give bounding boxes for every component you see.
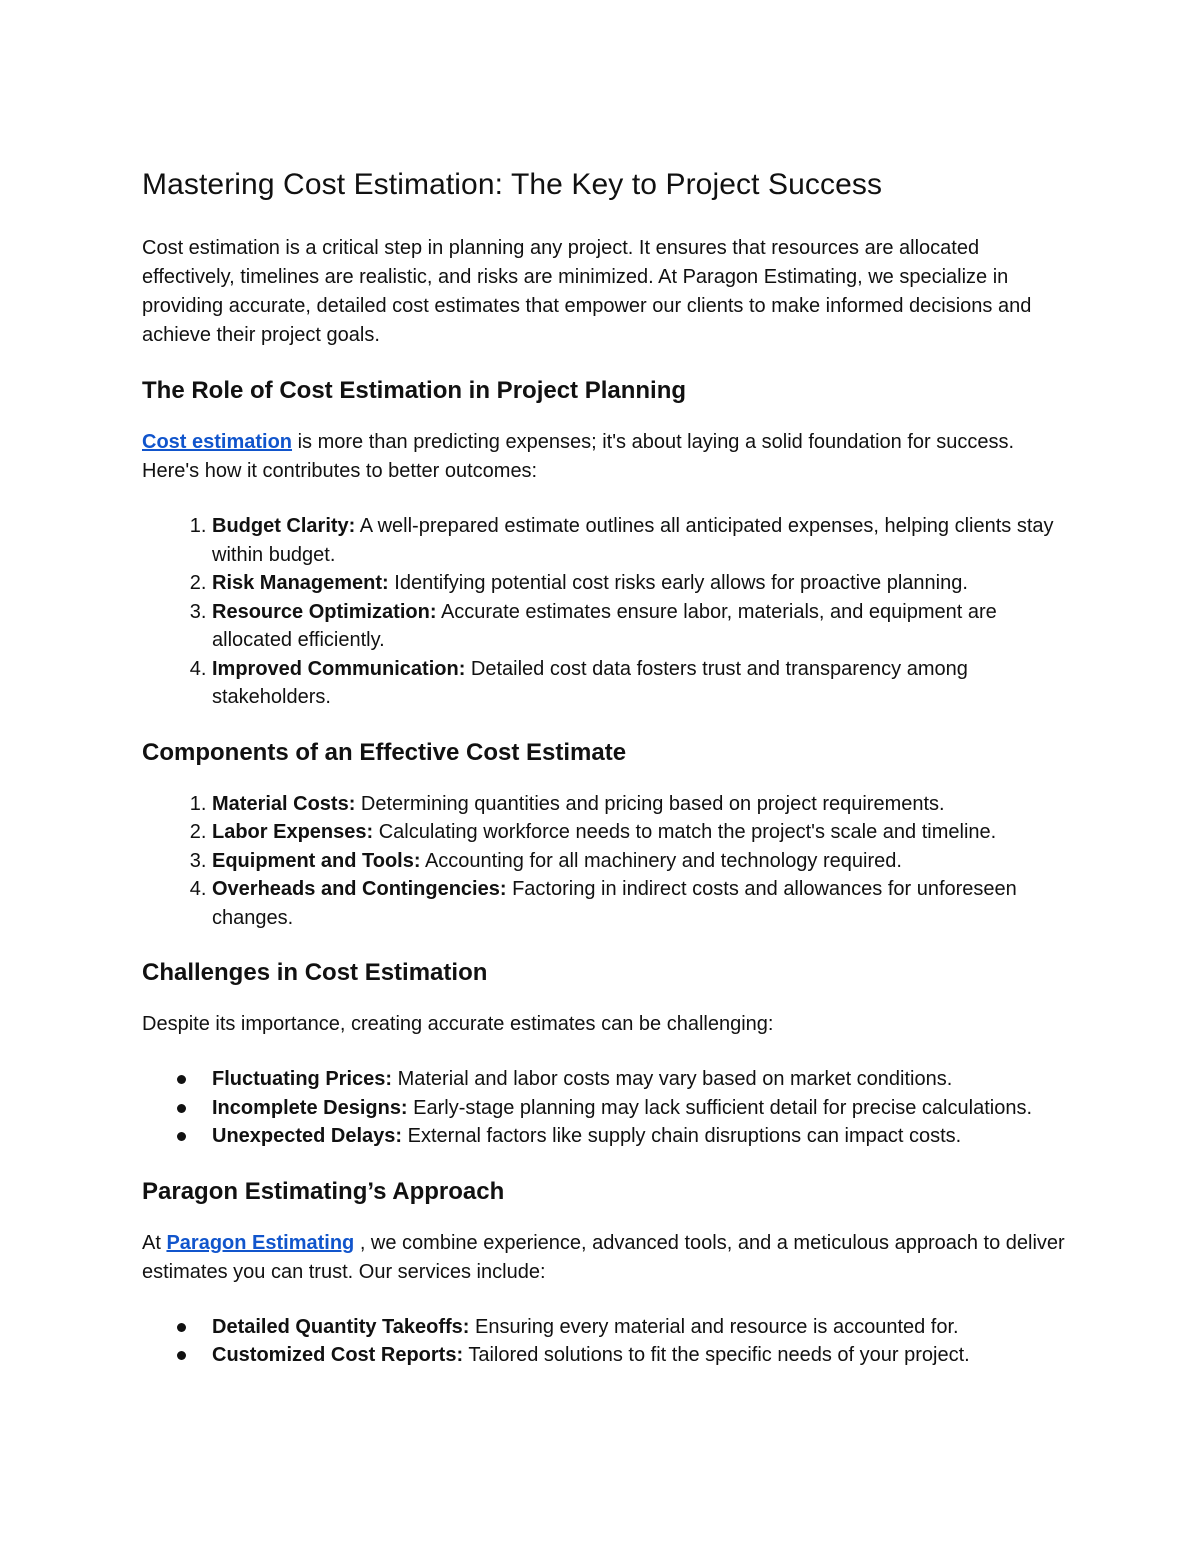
list-item: [212, 790, 1067, 819]
list-item: [212, 1122, 1067, 1151]
list-item-term: Incomplete Designs:: [212, 1096, 408, 1119]
list-item: [212, 569, 1067, 598]
list-item: [212, 818, 1067, 847]
list-item-term: Unexpected Delays:: [212, 1125, 403, 1147]
list-item-text: Factoring in indirect costs and allowances for unforeseen changes.: [212, 878, 1017, 929]
approach-heading: Paragon Estimating’s Approach: [142, 1177, 505, 1205]
role-paragraph-text: is more than predicting expenses; it's about laying a solid foundation for success. Here's how it contributes to better outcomes:: [142, 431, 1015, 482]
approach-paragraph-prefix: At: [142, 1231, 167, 1254]
list-item: [212, 1341, 1067, 1370]
list-item-term: Budget Clarity:: [212, 515, 356, 537]
challenges-heading: Challenges in Cost Estimation: [142, 959, 488, 986]
list-item-term: Material Costs:: [212, 792, 356, 815]
bullet-icon: [177, 1323, 186, 1332]
list-item-text: Calculating workforce needs to match the project's scale and timeline.: [373, 821, 997, 843]
list-item-term: Detailed Quantity Takeoffs:: [212, 1315, 470, 1338]
list-item-text: Accounting for all machinery and technology required.: [420, 849, 902, 872]
bullet-icon: [177, 1351, 186, 1360]
bullet-icon: [177, 1132, 186, 1141]
list-item-term: Labor Expenses:: [212, 821, 374, 843]
approach-paragraph-text: , we combine experience, advanced tools, and a meticulous approach to deliver estimates you can trust. Our services include:: [142, 1231, 1065, 1283]
list-item-text: Accurate estimates ensure labor, materials, and equipment are allocated efficiently.: [212, 600, 997, 651]
bullet-icon: [177, 1075, 186, 1084]
list-item-text: A well-prepared estimate outlines all anticipated expenses, helping clients stay within budget.: [212, 515, 1054, 566]
list-item-term: Improved Communication:: [212, 657, 466, 680]
approach-paragraph: [142, 1229, 1067, 1287]
list-item: [212, 655, 1067, 712]
list-item: [212, 875, 1067, 932]
challenges-intro: Despite its importance, creating accurate estimates can be challenging:: [142, 1013, 774, 1035]
list-item-text: Determining quantities and pricing based on project requirements.: [355, 792, 945, 815]
list-item-term: Customized Cost Reports:: [212, 1344, 464, 1366]
role-paragraph: [142, 428, 1067, 486]
services-list: [142, 1313, 1067, 1370]
list-item-term: Risk Management:: [212, 572, 389, 594]
list-item: [212, 847, 1067, 876]
list-item: [212, 598, 1067, 655]
components-heading: Components of an Effective Cost Estimate: [142, 738, 627, 766]
role-heading: The Role of Cost Estimation in Project Planning: [142, 377, 687, 404]
bullet-icon: [177, 1104, 186, 1113]
list-item: [212, 512, 1067, 569]
intro-paragraph: Cost estimation is a critical step in planning any project. It ensures that resources are allocated effectively, timelines are realistic, and risks are minimized. At Paragon Estimating, we specialize in providing accurate, detailed cost estimates that empower our clients to make informed decisions and achieve their project goals.: [142, 237, 1032, 346]
list-item-text: Identifying potential cost risks early allows for proactive planning.: [388, 572, 968, 594]
list-item: [212, 1065, 1067, 1094]
list-item-text: Early-stage planning may lack sufficient detail for precise calculations.: [407, 1096, 1032, 1119]
paragon-estimating-link[interactable]: Paragon Estimating: [166, 1231, 355, 1254]
list-item-text: Material and labor costs may vary based on market conditions.: [392, 1068, 953, 1090]
components-list: [142, 790, 1067, 933]
list-item-term: Resource Optimization:: [212, 600, 437, 623]
list-item-text: Detailed cost data fosters trust and transparency among stakeholders.: [212, 657, 968, 708]
challenges-list: [142, 1065, 1067, 1151]
role-list: [142, 512, 1067, 712]
list-item-term: Fluctuating Prices:: [212, 1068, 393, 1090]
list-item-text: External factors like supply chain disruptions can impact costs.: [402, 1125, 962, 1147]
list-item-term: Overheads and Contingencies:: [212, 878, 507, 900]
list-item: [212, 1094, 1067, 1123]
cost-estimation-link[interactable]: Cost estimation: [142, 431, 293, 453]
list-item-text: Tailored solutions to fit the specific needs of your project.: [463, 1344, 970, 1366]
list-item-term: Equipment and Tools:: [212, 849, 421, 872]
list-item-text: Ensuring every material and resource is accounted for.: [469, 1315, 959, 1338]
list-item: [212, 1313, 1067, 1342]
page-title: Mastering Cost Estimation: The Key to Project Success: [142, 168, 883, 201]
document-page: [142, 166, 1067, 1396]
